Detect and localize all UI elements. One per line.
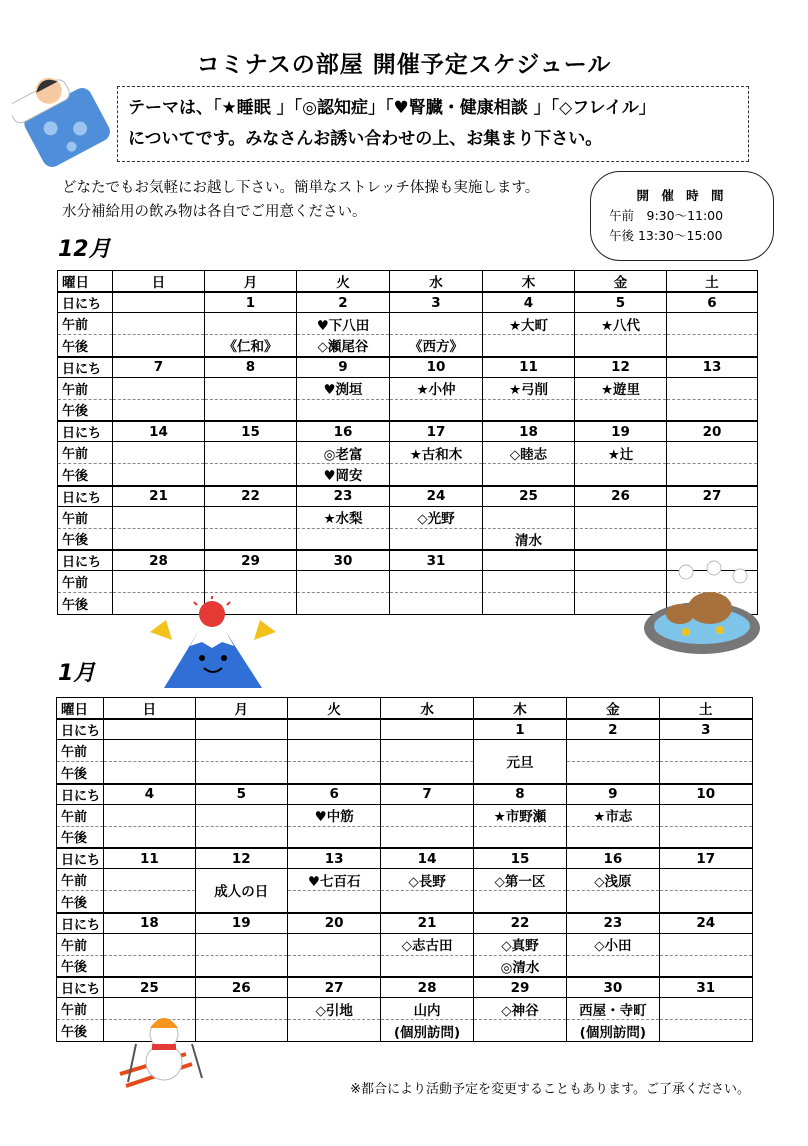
pm-event-cell bbox=[659, 955, 752, 977]
am-event-cell: ◇神谷 bbox=[473, 998, 566, 1020]
pm-label: 午後 bbox=[58, 593, 113, 615]
theme-box bbox=[117, 86, 749, 162]
date-cell: 16 bbox=[567, 848, 659, 869]
pm-row bbox=[58, 528, 758, 550]
pm-event-cell bbox=[473, 1020, 566, 1042]
pm-label: 午後 bbox=[57, 826, 104, 848]
pm-label: 午後 bbox=[57, 955, 104, 977]
am-label: 午前 bbox=[57, 933, 104, 955]
date-row bbox=[57, 977, 753, 998]
pm-row bbox=[57, 826, 753, 848]
am-event-cell bbox=[113, 377, 205, 399]
intro-line-1: どなたでもお気軽にお越し下さい。簡単なストレッチ体操も実施します。 bbox=[62, 180, 540, 196]
date-cell: 2 bbox=[297, 292, 390, 313]
pm-event-cell bbox=[390, 464, 483, 486]
am-event-cell: ◇浅原 bbox=[567, 869, 659, 891]
date-row bbox=[58, 486, 758, 507]
pm-event-cell bbox=[113, 528, 205, 550]
date-cell bbox=[287, 719, 380, 740]
pm-event-cell bbox=[195, 955, 287, 977]
pm-event-cell bbox=[659, 826, 752, 848]
pm-row bbox=[58, 464, 758, 486]
date-cell: 18 bbox=[483, 421, 575, 442]
december-heading: 12月 bbox=[58, 237, 111, 262]
date-cell: 6 bbox=[667, 292, 758, 313]
date-cell: 15 bbox=[205, 421, 297, 442]
pm-event-cell bbox=[667, 399, 758, 421]
pm-event-cell bbox=[381, 891, 473, 913]
date-cell: 23 bbox=[567, 913, 659, 934]
date-cell: 28 bbox=[381, 977, 473, 998]
snowman-skier-illustration bbox=[106, 1004, 216, 1094]
pm-event-cell bbox=[104, 955, 195, 977]
weekday-cell: 木 bbox=[473, 698, 566, 720]
am-event-cell bbox=[205, 313, 297, 335]
date-cell: 15 bbox=[473, 848, 566, 869]
date-cell: 8 bbox=[473, 784, 566, 805]
date-cell: 26 bbox=[575, 486, 667, 507]
am-event-cell: ◇真野 bbox=[473, 933, 566, 955]
am-event-cell bbox=[104, 804, 195, 826]
date-cell bbox=[483, 550, 575, 571]
sleeping-person-illustration bbox=[12, 70, 112, 170]
am-event-cell bbox=[113, 442, 205, 464]
pm-event-cell: ◇瀬尾谷 bbox=[297, 335, 390, 357]
date-cell: 10 bbox=[390, 357, 483, 378]
date-cell: 14 bbox=[113, 421, 205, 442]
am-event-cell: ★市志 bbox=[567, 804, 659, 826]
am-event-cell: ♥渕垣 bbox=[297, 377, 390, 399]
pm-event-cell bbox=[473, 891, 566, 913]
am-event-cell bbox=[205, 442, 297, 464]
pm-event-cell bbox=[667, 335, 758, 357]
pm-event-cell bbox=[659, 1020, 752, 1042]
pm-event-cell bbox=[483, 399, 575, 421]
am-row bbox=[57, 740, 753, 762]
am-event-cell bbox=[104, 933, 195, 955]
pm-row bbox=[57, 762, 753, 784]
am-event-cell bbox=[104, 740, 195, 762]
am-event-cell bbox=[195, 933, 287, 955]
pm-event-cell bbox=[287, 826, 380, 848]
am-row bbox=[58, 313, 758, 335]
date-cell: 13 bbox=[287, 848, 380, 869]
january-schedule-table bbox=[56, 697, 753, 1042]
date-row bbox=[57, 913, 753, 934]
pm-label: 午後 bbox=[57, 891, 104, 913]
date-cell bbox=[195, 719, 287, 740]
am-label: 午前 bbox=[58, 506, 113, 528]
am-event-cell bbox=[205, 377, 297, 399]
am-event-cell: ◇光野 bbox=[390, 506, 483, 528]
weekday-cell: 火 bbox=[287, 698, 380, 720]
date-cell: 22 bbox=[205, 486, 297, 507]
am-event-cell bbox=[659, 998, 752, 1020]
date-cell: 12 bbox=[195, 848, 287, 869]
date-row bbox=[57, 719, 753, 740]
date-cell: 10 bbox=[659, 784, 752, 805]
weekday-cell: 土 bbox=[667, 271, 758, 293]
am-row bbox=[58, 442, 758, 464]
pm-event-cell: ◎清水 bbox=[473, 955, 566, 977]
am-event-cell: 山内 bbox=[381, 998, 473, 1020]
pm-label: 午後 bbox=[58, 464, 113, 486]
hours-pm: 午後 13:30～15:00 bbox=[609, 228, 723, 243]
date-cell: 16 bbox=[297, 421, 390, 442]
date-cell: 22 bbox=[473, 913, 566, 934]
date-cell: 29 bbox=[205, 550, 297, 571]
am-event-cell bbox=[381, 804, 473, 826]
date-row bbox=[58, 357, 758, 378]
date-label: 日にち bbox=[58, 486, 113, 507]
am-event-cell bbox=[659, 804, 752, 826]
am-event-cell bbox=[287, 933, 380, 955]
date-label: 日にち bbox=[58, 421, 113, 442]
pm-event-cell bbox=[205, 464, 297, 486]
date-cell: 26 bbox=[195, 977, 287, 998]
pm-event-cell bbox=[483, 464, 575, 486]
hours-box bbox=[590, 171, 774, 261]
pm-event-cell bbox=[575, 528, 667, 550]
weekday-header-row bbox=[57, 698, 753, 720]
pm-event-cell bbox=[113, 335, 205, 357]
am-label: 午前 bbox=[58, 442, 113, 464]
pm-event-cell bbox=[575, 335, 667, 357]
am-event-cell: ◇第一区 bbox=[473, 869, 566, 891]
pm-event-cell bbox=[667, 464, 758, 486]
am-row bbox=[57, 933, 753, 955]
weekday-cell: 金 bbox=[575, 271, 667, 293]
pm-event-cell: 《西方》 bbox=[390, 335, 483, 357]
weekday-cell: 金 bbox=[567, 698, 659, 720]
date-cell: 18 bbox=[104, 913, 195, 934]
date-row bbox=[58, 421, 758, 442]
date-cell bbox=[381, 719, 473, 740]
pm-event-cell bbox=[195, 826, 287, 848]
pm-event-cell bbox=[287, 955, 380, 977]
date-cell: 19 bbox=[195, 913, 287, 934]
pm-event-cell bbox=[104, 762, 195, 784]
pm-event-cell bbox=[297, 399, 390, 421]
date-cell: 27 bbox=[667, 486, 758, 507]
date-cell: 3 bbox=[390, 292, 483, 313]
weekday-cell: 水 bbox=[381, 698, 473, 720]
am-label: 午前 bbox=[58, 377, 113, 399]
hours-am: 午前 9:30～11:00 bbox=[609, 208, 724, 223]
pm-label: 午後 bbox=[57, 1020, 104, 1042]
am-event-cell bbox=[659, 869, 752, 891]
am-label: 午前 bbox=[58, 313, 113, 335]
pm-label: 午後 bbox=[58, 335, 113, 357]
date-cell: 9 bbox=[297, 357, 390, 378]
date-cell: 7 bbox=[381, 784, 473, 805]
pm-event-cell bbox=[659, 891, 752, 913]
pm-event-cell bbox=[104, 826, 195, 848]
am-event-cell: ◇引地 bbox=[287, 998, 380, 1020]
weekday-cell: 土 bbox=[659, 698, 752, 720]
date-cell: 13 bbox=[667, 357, 758, 378]
date-cell: 20 bbox=[667, 421, 758, 442]
intro-text bbox=[62, 176, 539, 224]
weekday-cell: 日 bbox=[113, 271, 205, 293]
date-cell: 12 bbox=[575, 357, 667, 378]
pm-event-cell bbox=[381, 955, 473, 977]
am-event-cell bbox=[297, 571, 390, 593]
pm-row bbox=[57, 891, 753, 913]
weekday-header-row bbox=[58, 271, 758, 293]
weekday-label: 曜日 bbox=[58, 271, 113, 293]
date-cell: 23 bbox=[297, 486, 390, 507]
pm-event-cell bbox=[104, 891, 195, 913]
date-cell bbox=[104, 719, 195, 740]
pm-event-cell bbox=[567, 891, 659, 913]
am-event-cell bbox=[667, 377, 758, 399]
am-label: 午前 bbox=[57, 869, 104, 891]
am-event-cell bbox=[195, 804, 287, 826]
am-row bbox=[58, 506, 758, 528]
pm-event-cell bbox=[659, 762, 752, 784]
am-event-cell: ◇睦志 bbox=[483, 442, 575, 464]
am-event-cell: ♥下八田 bbox=[297, 313, 390, 335]
merged-event-cell: 成人の日 bbox=[195, 869, 287, 913]
am-event-cell: ★弓削 bbox=[483, 377, 575, 399]
date-cell: 31 bbox=[390, 550, 483, 571]
theme-line-2: についてです。みなさんお誘い合わせの上、お集まり下さい。 bbox=[128, 129, 603, 149]
am-event-cell bbox=[659, 740, 752, 762]
date-cell: 21 bbox=[381, 913, 473, 934]
date-cell: 24 bbox=[390, 486, 483, 507]
date-label: 日にち bbox=[57, 977, 104, 998]
date-label: 日にち bbox=[58, 292, 113, 313]
date-label: 日にち bbox=[58, 550, 113, 571]
weekday-cell: 水 bbox=[390, 271, 483, 293]
january-heading: 1月 bbox=[58, 661, 96, 686]
date-cell: 27 bbox=[287, 977, 380, 998]
pm-event-cell: ♥岡安 bbox=[297, 464, 390, 486]
date-cell: 24 bbox=[659, 913, 752, 934]
am-row bbox=[57, 804, 753, 826]
pm-event-cell bbox=[473, 826, 566, 848]
am-event-cell bbox=[567, 740, 659, 762]
weekday-cell: 月 bbox=[195, 698, 287, 720]
hours-title: 開 催 時 間 bbox=[636, 188, 728, 203]
am-event-cell bbox=[205, 571, 297, 593]
pm-event-cell bbox=[113, 399, 205, 421]
date-cell: 17 bbox=[390, 421, 483, 442]
pm-row bbox=[58, 335, 758, 357]
pm-event-cell bbox=[483, 593, 575, 615]
date-row bbox=[57, 848, 753, 869]
date-cell: 17 bbox=[659, 848, 752, 869]
merged-event-cell: 元旦 bbox=[473, 740, 566, 784]
am-event-cell bbox=[483, 506, 575, 528]
am-event-cell: ★遊里 bbox=[575, 377, 667, 399]
am-event-cell bbox=[390, 313, 483, 335]
weekday-cell: 木 bbox=[483, 271, 575, 293]
date-cell: 20 bbox=[287, 913, 380, 934]
am-event-cell: ♥七百石 bbox=[287, 869, 380, 891]
weekday-cell: 月 bbox=[205, 271, 297, 293]
pm-label: 午後 bbox=[58, 528, 113, 550]
date-row bbox=[57, 784, 753, 805]
date-cell: 14 bbox=[381, 848, 473, 869]
pm-event-cell bbox=[205, 399, 297, 421]
pm-event-cell bbox=[390, 399, 483, 421]
pm-event-cell bbox=[575, 399, 667, 421]
pm-event-cell bbox=[575, 464, 667, 486]
am-event-cell bbox=[667, 506, 758, 528]
am-label: 午前 bbox=[57, 998, 104, 1020]
pm-event-cell: (個別訪問) bbox=[567, 1020, 659, 1042]
pm-event-cell bbox=[297, 593, 390, 615]
am-event-cell bbox=[381, 740, 473, 762]
pm-event-cell bbox=[567, 762, 659, 784]
pm-event-cell: 《仁和》 bbox=[205, 335, 297, 357]
pm-event-cell bbox=[567, 955, 659, 977]
date-cell: 4 bbox=[483, 292, 575, 313]
am-event-cell: ★辻 bbox=[575, 442, 667, 464]
date-cell: 1 bbox=[473, 719, 566, 740]
pm-label: 午後 bbox=[58, 399, 113, 421]
am-event-cell: ♥中筋 bbox=[287, 804, 380, 826]
date-cell: 19 bbox=[575, 421, 667, 442]
am-label: 午前 bbox=[57, 804, 104, 826]
pm-event-cell bbox=[195, 762, 287, 784]
date-cell: 11 bbox=[104, 848, 195, 869]
am-row bbox=[58, 377, 758, 399]
am-event-cell: ★大町 bbox=[483, 313, 575, 335]
pm-event-cell bbox=[113, 464, 205, 486]
date-cell: 3 bbox=[659, 719, 752, 740]
pm-event-cell bbox=[381, 826, 473, 848]
am-event-cell: ★市野瀬 bbox=[473, 804, 566, 826]
pm-event-cell bbox=[287, 1020, 380, 1042]
footnote: ※都合により活動予定を変更することもあります。ご了承ください。 bbox=[350, 1082, 750, 1097]
date-cell: 2 bbox=[567, 719, 659, 740]
date-cell: 7 bbox=[113, 357, 205, 378]
pm-event-cell bbox=[390, 593, 483, 615]
am-event-cell: ◎老富 bbox=[297, 442, 390, 464]
pm-event-cell bbox=[205, 528, 297, 550]
weekday-label: 曜日 bbox=[57, 698, 104, 720]
am-event-cell bbox=[113, 506, 205, 528]
am-event-cell: ◇長野 bbox=[381, 869, 473, 891]
theme-line-1: テーマは、「★睡眠 」「◎認知症」「♥腎臓・健康相談 」「◇フレイル」 bbox=[128, 98, 656, 118]
am-event-cell bbox=[667, 313, 758, 335]
am-event-cell: ★古和木 bbox=[390, 442, 483, 464]
mount-fuji-illustration bbox=[150, 596, 280, 692]
am-event-cell bbox=[113, 571, 205, 593]
date-cell: 1 bbox=[205, 292, 297, 313]
pm-event-cell bbox=[390, 528, 483, 550]
am-event-cell bbox=[113, 313, 205, 335]
weekday-cell: 火 bbox=[297, 271, 390, 293]
date-cell: 28 bbox=[113, 550, 205, 571]
date-label: 日にち bbox=[57, 913, 104, 934]
pm-event-cell: 清水 bbox=[483, 528, 575, 550]
date-cell: 4 bbox=[104, 784, 195, 805]
date-cell: 9 bbox=[567, 784, 659, 805]
am-label: 午前 bbox=[57, 740, 104, 762]
date-cell: 25 bbox=[483, 486, 575, 507]
am-event-cell bbox=[575, 506, 667, 528]
date-label: 日にち bbox=[58, 357, 113, 378]
am-event-cell: ★八代 bbox=[575, 313, 667, 335]
pm-event-cell bbox=[483, 335, 575, 357]
am-event-cell bbox=[104, 869, 195, 891]
date-cell: 30 bbox=[297, 550, 390, 571]
pm-row bbox=[57, 955, 753, 977]
pm-row bbox=[58, 399, 758, 421]
am-event-cell bbox=[483, 571, 575, 593]
am-event-cell bbox=[205, 506, 297, 528]
am-event-cell bbox=[390, 571, 483, 593]
am-event-cell: ★水梨 bbox=[297, 506, 390, 528]
am-event-cell bbox=[287, 740, 380, 762]
date-cell: 5 bbox=[195, 784, 287, 805]
date-cell: 29 bbox=[473, 977, 566, 998]
pm-event-cell bbox=[667, 528, 758, 550]
pm-event-cell bbox=[567, 826, 659, 848]
date-cell: 11 bbox=[483, 357, 575, 378]
date-label: 日にち bbox=[57, 848, 104, 869]
am-label: 午前 bbox=[58, 571, 113, 593]
am-row bbox=[57, 869, 753, 891]
intro-line-2: 水分補給用の飲み物は各自でご用意ください。 bbox=[62, 204, 367, 220]
date-label: 日にち bbox=[57, 784, 104, 805]
am-event-cell bbox=[667, 442, 758, 464]
pm-label: 午後 bbox=[57, 762, 104, 784]
am-event-cell bbox=[659, 933, 752, 955]
pm-event-cell bbox=[287, 762, 380, 784]
am-event-cell: ★小仲 bbox=[390, 377, 483, 399]
date-cell: 25 bbox=[104, 977, 195, 998]
am-event-cell bbox=[195, 740, 287, 762]
page-title: コミナスの部屋 開催予定スケジュール bbox=[196, 52, 612, 78]
weekday-cell: 日 bbox=[104, 698, 195, 720]
date-cell: 30 bbox=[567, 977, 659, 998]
pm-event-cell bbox=[287, 891, 380, 913]
pm-event-cell bbox=[297, 528, 390, 550]
pm-event-cell: (個別訪問) bbox=[381, 1020, 473, 1042]
pm-event-cell bbox=[381, 762, 473, 784]
date-cell: 8 bbox=[205, 357, 297, 378]
date-cell: 6 bbox=[287, 784, 380, 805]
am-event-cell: ◇志古田 bbox=[381, 933, 473, 955]
am-event-cell: 西屋・寺町 bbox=[567, 998, 659, 1020]
date-cell: 5 bbox=[575, 292, 667, 313]
date-row bbox=[58, 292, 758, 313]
date-label: 日にち bbox=[57, 719, 104, 740]
date-cell: 31 bbox=[659, 977, 752, 998]
onsen-capybara-illustration bbox=[640, 558, 764, 662]
date-cell bbox=[113, 292, 205, 313]
date-cell: 21 bbox=[113, 486, 205, 507]
am-event-cell: ◇小田 bbox=[567, 933, 659, 955]
